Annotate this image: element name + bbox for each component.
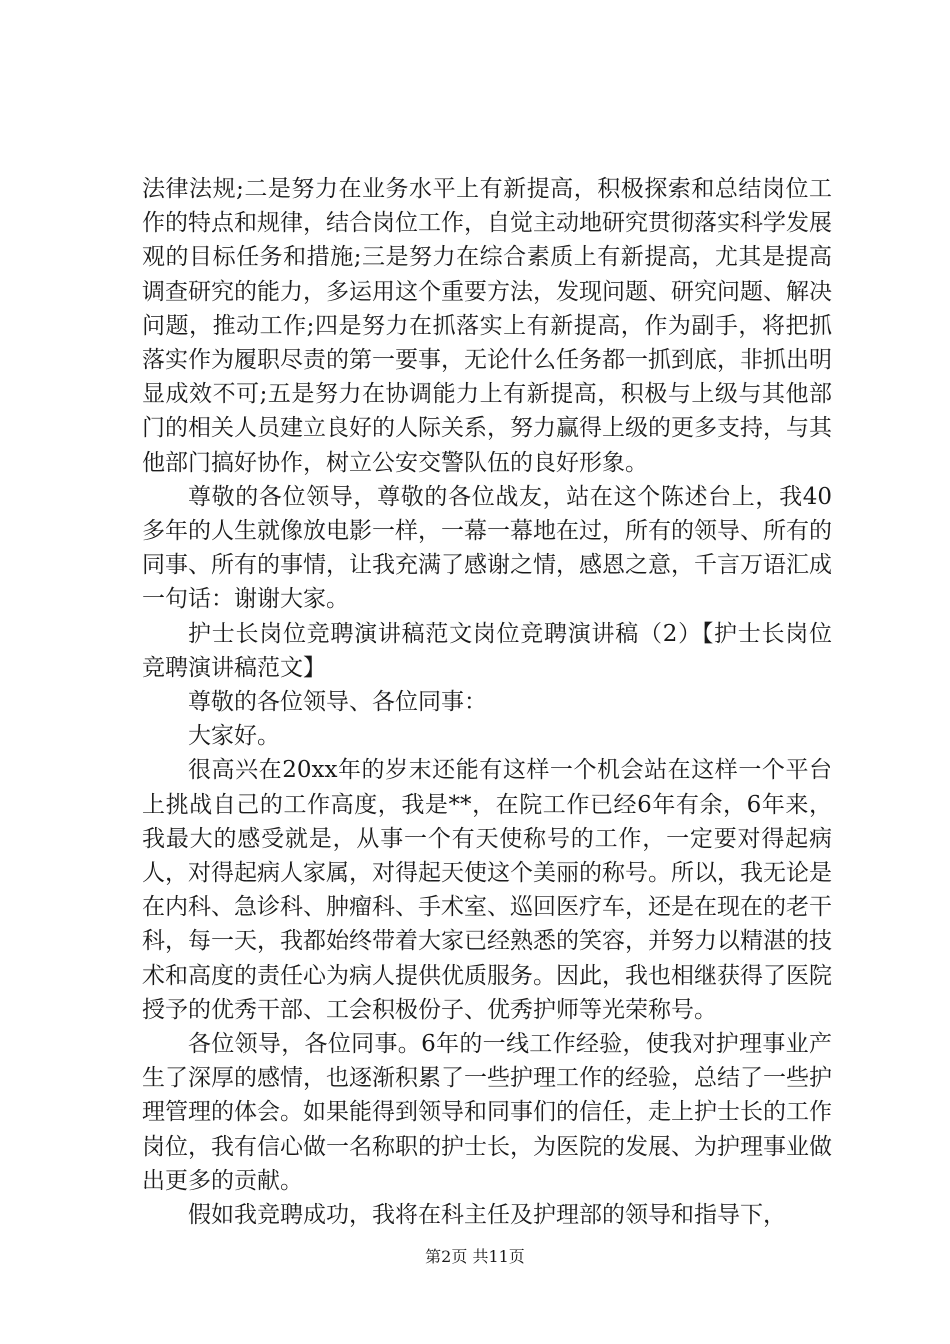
paragraph-thanks: 尊敬的各位领导，尊敬的各位战友，站在这个陈述台上，我40多年的人生就像放电影一样，一幕一幕地在过，所有的领导、所有的同事、所有的事情，让我充满了感谢之情，感恩之意，千言万语汇成一句话：谢谢大家。 <box>142 483 832 613</box>
paragraph-introduction: 很高兴在20xx年的岁末还能有这样一个机会站在这样一个平台上挑战自己的工作高度，我是**，在院工作已经6年有余，6年来，我最大的感受就是，从事一个有天使称号的工作，一定要对得起病人，对得起病人家属，对得起天使这个美丽的称号。所以，我无论是在内科、急诊科、肿瘤科、手术室、巡回医疗车，还是在现在的老干科，每一天，我都始终带着大家已经熟悉的笑容，并努力以精湛的技术和高度的责任心为病人提供优质服务。因此，我也相继获得了医院授予的优秀干部、工会积极份子、优秀护师等光荣称号。 <box>142 757 832 1023</box>
paragraph-continuation: 法律法规;二是努力在业务水平上有新提高，积极探索和总结岗位工作的特点和规律，结合岗位工作，自觉主动地研究贯彻落实科学发展观的目标任务和措施;三是努力在综合素质上有新提高，尤其是提高调查研究的能力，多运用这个重要方法，发现问题、研究问题、解决问题，推动工作;四是努力在抓落实上有新提高，作为副手，将把抓落实作为履职尽责的第一要事，无论什么任务都一抓到底，非抓出明显成效不可;五是努力在协调能力上有新提高，积极与上级与其他部门的相关人员建立良好的人际关系，努力赢得上级的更多支持，与其他部门搞好协作，树立公安交警队伍的良好形象。 <box>142 176 832 476</box>
paragraph-plan: 假如我竞聘成功，我将在科主任及护理部的领导和指导下， <box>188 1202 786 1229</box>
paragraph-experience: 各位领导，各位同事。6年的一线工作经验，使我对护理事业产生了深厚的感情，也逐渐积累了一些护理工作的经验，总结了一些护理管理的体会。如果能得到领导和同事们的信任，走上护士长的工作岗位，我有信心做一名称职的护士长，为医院的发展、为护理事业做出更多的贡献。 <box>142 1031 832 1194</box>
section-title: 护士长岗位竞聘演讲稿范文岗位竞聘演讲稿（2）【护士长岗位竞聘演讲稿范文】 <box>142 620 832 681</box>
greeting: 大家好。 <box>188 723 280 750</box>
page-number-footer: 第2页 共11页 <box>425 1247 525 1266</box>
document-body <box>142 172 832 1232</box>
salutation: 尊敬的各位领导、各位同事： <box>188 689 487 716</box>
